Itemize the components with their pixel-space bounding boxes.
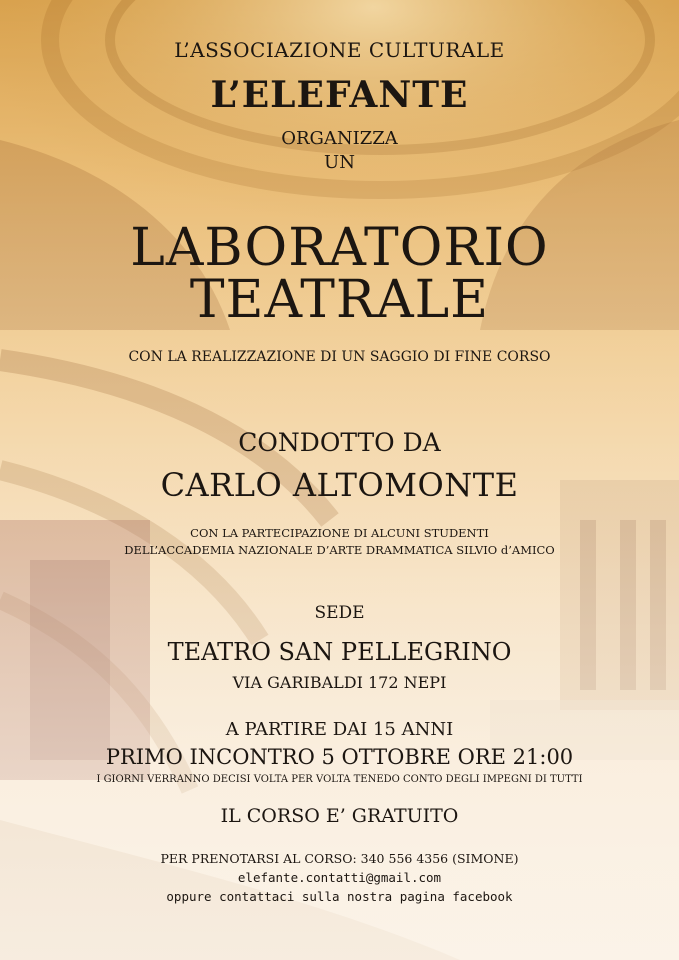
organizes-text: ORGANIZZA: [281, 128, 398, 149]
age-requirement: A PARTIRE DAI 15 ANNI: [225, 719, 454, 740]
venue-address: VIA GARIBALDI 172 NEPI: [232, 673, 447, 692]
booking-phone: PER PRENOTARSI AL CORSO: 340 556 4356 (SIMONE): [160, 851, 519, 866]
venue-name: TEATRO SAN PELLEGRINO: [167, 638, 512, 666]
article-text: UN: [324, 152, 355, 173]
subtitle: CON LA REALIZZAZIONE DI UN SAGGIO DI FINE CORSO: [128, 349, 551, 365]
association-name: L’ELEFANTE: [210, 74, 469, 116]
first-meeting: PRIMO INCONTRO 5 OTTOBRE ORE 21:00: [105, 745, 574, 769]
conducted-by-label: CONDOTTO DA: [238, 428, 441, 457]
title-line-1: LABORATORIO: [130, 218, 549, 278]
association-label: L’ASSOCIAZIONE CULTURALE: [174, 38, 505, 62]
facebook-contact: oppure contattaci sulla nostra pagina facebook: [166, 889, 513, 904]
venue-label: SEDE: [314, 603, 365, 623]
participation-line-2: DELL’ACCADEMIA NAZIONALE D’ARTE DRAMMATICA SILVIO d’AMICO: [124, 543, 555, 557]
schedule-note: I GIORNI VERRANNO DECISI VOLTA PER VOLTA TENEDO CONTO DEGLI IMPEGNI DI TUTTI: [96, 774, 583, 785]
contact-email: elefante.contatti@gmail.com: [237, 870, 442, 885]
participation-line-1: CON LA PARTECIPAZIONE DI ALCUNI STUDENTI: [190, 526, 489, 540]
teacher-name: CARLO ALTOMONTE: [160, 466, 519, 504]
title-line-2: TEATRALE: [189, 270, 490, 330]
free-course: IL CORSO E’ GRATUITO: [220, 805, 459, 827]
